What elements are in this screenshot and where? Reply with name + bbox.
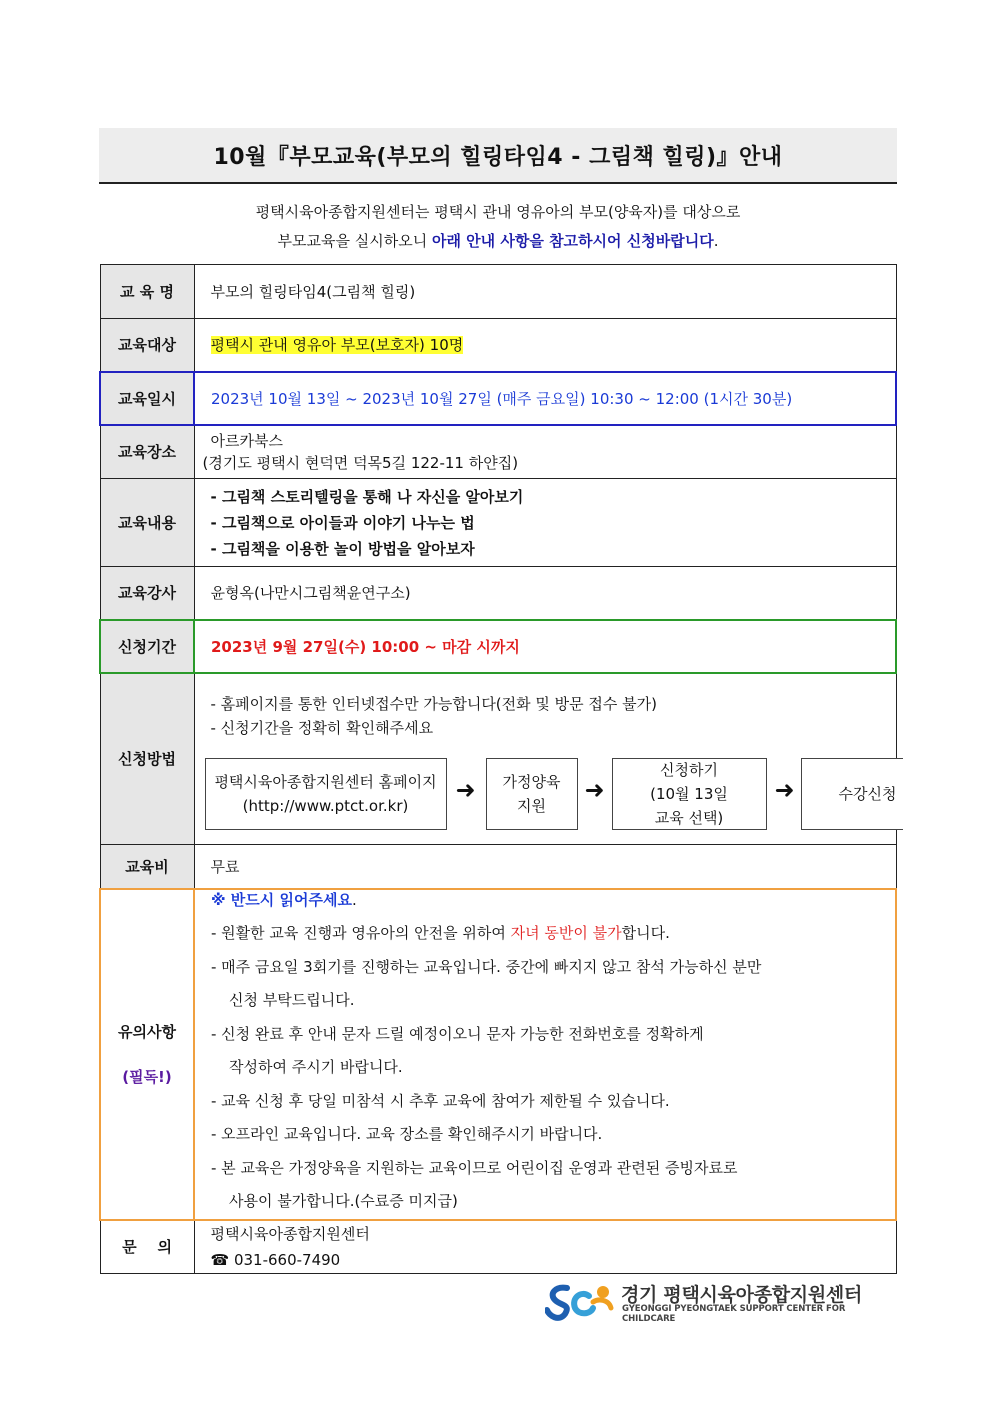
row-target [100, 319, 896, 372]
value-target-cell [194, 319, 896, 372]
step-1-line-2: (http://www.ptct.or.kr) [242, 796, 409, 815]
intro-highlight: 아래 안내 사항을 참고하시어 신청바랍니다 [431, 232, 714, 250]
value-notes [194, 889, 896, 1220]
note-item [211, 917, 895, 951]
content-item: - 그림책으로 아이들과 이야기 나누는 법 [210, 513, 475, 532]
note-item: - 오프라인 교육입니다. 교육 장소를 확인해주시기 바랍니다. [211, 1125, 603, 1143]
title-text: 10월『부모교육(부모의 힐링타임4 - 그림책 힐링)』안내 [213, 144, 783, 170]
contact-phone-line [211, 1247, 896, 1273]
flow-step-homepage [205, 758, 447, 830]
notes-label: 유의사항 [118, 1023, 176, 1041]
label-place: 교육장소 [100, 425, 194, 479]
step-2-line-1: 가정양육 [502, 772, 561, 791]
value-fee: 무료 [194, 845, 896, 889]
arrow-icon: ➜ [455, 775, 476, 804]
intro-text-2: 부모교육을 실시하오니 [277, 232, 432, 250]
value-datetime: 2023년 10월 13일 ~ 2023년 10월 27일 (매주 금요일) 10:30 ~ 12:00 (1시간 30분) [194, 372, 896, 425]
notes-header-dot: . [351, 890, 357, 909]
application-flow [205, 758, 896, 834]
content-item: - 그림책을 이용한 놀이 방법을 알아보자 [210, 539, 475, 558]
value-method [194, 673, 896, 845]
value-target: 평택시 관내 영유아 부모(보호자) 10명 [210, 336, 464, 355]
row-name [100, 265, 896, 319]
logo-english-name: GYEONGGI PYEONGTAEK SUPPORT CENTER FOR CHILDCARE [622, 1304, 846, 1324]
notes-header-text: ※ 반드시 읽어주세요 [211, 890, 352, 909]
contact-phone: 031-660-7490 [233, 1250, 341, 1269]
row-instructor [100, 567, 896, 620]
value-content [194, 479, 896, 567]
label-target: 교육대상 [100, 319, 194, 372]
step-3-line-1: 신청하기 [660, 760, 718, 779]
note-item-cont: 사용이 불가합니다.(수료증 미지급) [229, 1192, 458, 1210]
note-item: - 신청 완료 후 안내 문자 드릴 예정이오니 문자 가능한 전화번호를 정확하게 [211, 1024, 704, 1043]
intro-line-2 [99, 230, 897, 251]
note-item: - 본 교육은 가정양육을 지원하는 교육이므로 어린이집 운영과 관련된 증빙자료로 [211, 1158, 738, 1177]
flow-step-apply [612, 758, 767, 830]
note-1-prefix: - 원활한 교육 진행과 영유아의 안전을 위하여 [211, 924, 511, 942]
logo-mark-icon [545, 1278, 617, 1322]
step-1-line-1: 평택시육아종합지원센터 홈페이지 [214, 772, 437, 791]
logo-korean-name: 경기 평택시육아종합지원센터 [621, 1284, 863, 1306]
notes-must-read: (필독!) [122, 1068, 172, 1086]
intro-text-1: 평택시육아종합지원센터는 평택시 관내 영유아의 부모(양육자)를 대상으로 [255, 203, 741, 221]
note-item-cont: 작성하여 주시기 바랍니다. [229, 1058, 403, 1076]
intro-line-1 [99, 201, 897, 222]
row-notes [100, 889, 896, 1220]
content-item: - 그림책 스토리텔링을 통해 나 자신을 알아보기 [210, 487, 524, 506]
method-line-1: - 홈페이지를 통한 인터넷접수만 가능합니다(전화 및 방문 접수 불가) [210, 694, 657, 713]
row-place [100, 425, 896, 479]
place-line-1: 아르카북스 [210, 431, 283, 450]
row-method [100, 673, 896, 845]
note-1-suffix: 합니다. [621, 924, 670, 942]
step-3-line-2: (10월 13일 [650, 784, 728, 803]
label-name: 교 육 명 [100, 265, 194, 319]
value-name: 부모의 힐링타임4(그림책 힐링) [194, 265, 896, 319]
method-line-2: - 신청기간을 정확히 확인해주세요 [210, 718, 434, 737]
phone-icon: ☎ [210, 1250, 230, 1269]
row-contact [100, 1220, 896, 1274]
center-logo [545, 1278, 895, 1322]
value-place [194, 425, 896, 479]
step-2-line-2: 지원 [517, 796, 546, 815]
label-method: 신청방법 [100, 673, 194, 845]
label-datetime: 교육일시 [100, 372, 194, 425]
info-table [99, 264, 897, 1274]
contact-org: 평택시육아종합지원센터 [210, 1224, 370, 1243]
row-fee [100, 845, 896, 889]
arrow-icon: ➜ [774, 775, 795, 804]
flow-step-home-care [486, 758, 578, 830]
flow-step-enroll [801, 758, 903, 830]
label-notes [100, 889, 194, 1220]
label-instructor: 교육강사 [100, 567, 194, 620]
place-line-2: (경기도 평택시 현덕면 덕목5길 122-11 하얀집) [202, 453, 519, 472]
value-instructor: 윤형옥(나만시그림책윤연구소) [194, 567, 896, 620]
arrow-icon: ➜ [584, 775, 605, 804]
label-fee: 교육비 [100, 845, 194, 889]
step-4-line-1: 수강신청 [838, 784, 897, 803]
note-item: - 매주 금요일 3회기를 진행하는 교육입니다. 중간에 빠지지 않고 참석 가능하신 분만 [211, 957, 762, 976]
row-datetime [100, 372, 896, 425]
step-3-line-3: 교육 선택) [654, 808, 724, 827]
intro-suffix: . [713, 232, 719, 250]
page-title [99, 128, 897, 184]
note-item: - 교육 신청 후 당일 미참석 시 추후 교육에 참여가 제한될 수 있습니다. [211, 1091, 670, 1110]
label-period: 신청기간 [100, 620, 194, 673]
row-content [100, 479, 896, 567]
label-contact: 문 의 [100, 1220, 194, 1274]
label-content: 교육내용 [100, 479, 194, 567]
value-period: 2023년 9월 27일(수) 10:00 ~ 마감 시까지 [194, 620, 896, 673]
note-item-cont: 신청 부탁드립니다. [229, 991, 355, 1009]
note-1-red: 자녀 동반이 불가 [510, 924, 622, 942]
notes-header [211, 884, 895, 918]
row-period [100, 620, 896, 673]
value-contact [194, 1220, 896, 1274]
